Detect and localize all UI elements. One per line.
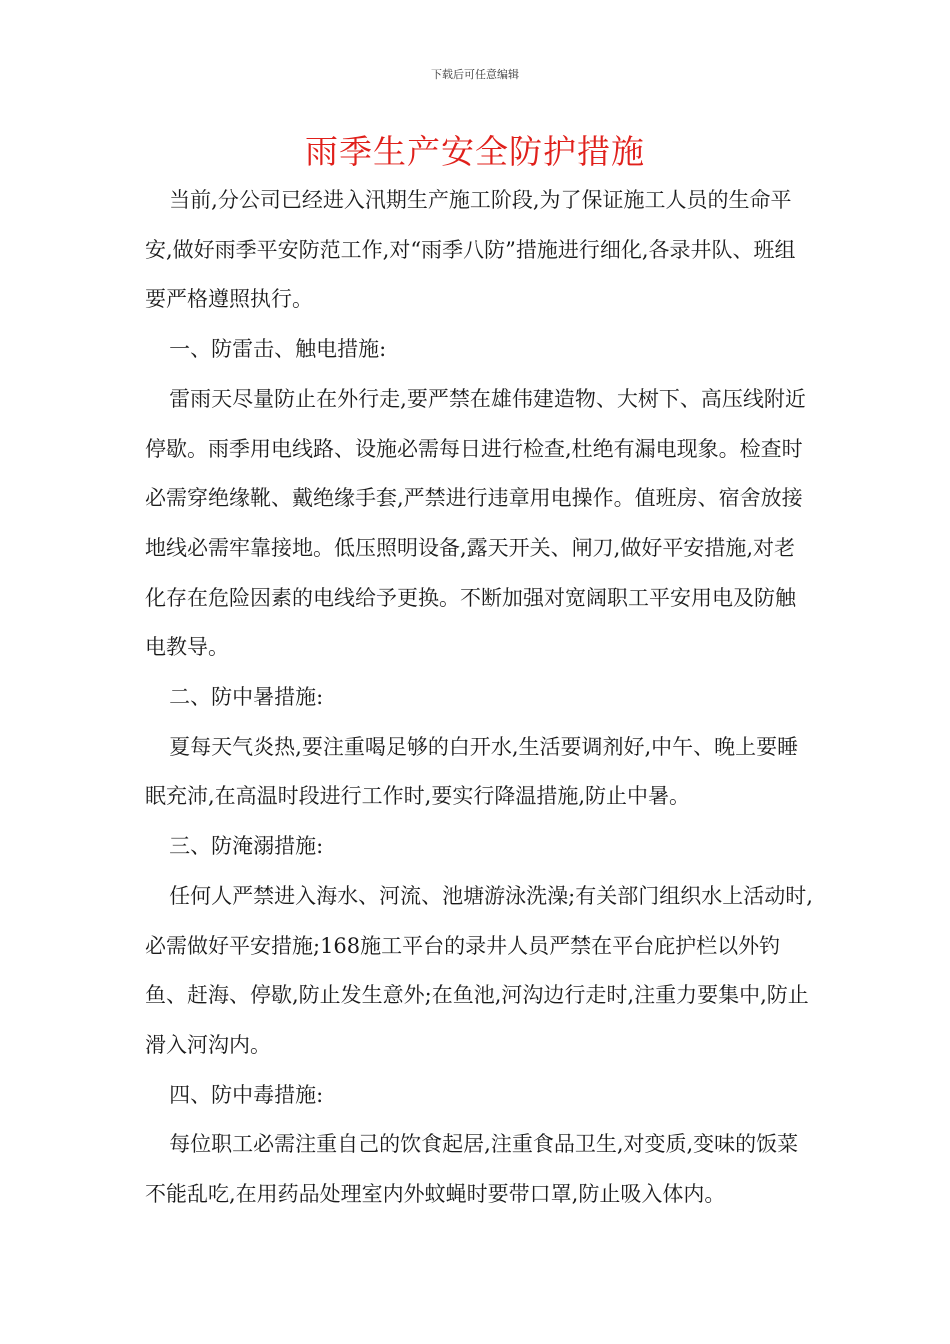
section-body-drowning: 任何人严禁进入海水、河流、池塘游泳洗澡;有关部门组织水上活动时,必需做好平安措施;168施工平台的录井人员严禁在平台庇护栏以外钓鱼、赶海、停歇,防止发生意外;在鱼池,河沟边行走时,注重力要集中,防止滑入河沟内。 bbox=[145, 883, 813, 1057]
section-heading-drowning: 三、防淹溺措施: bbox=[169, 834, 324, 859]
document-body bbox=[145, 176, 813, 1220]
header-note: 下载后可任意编辑 bbox=[431, 68, 519, 81]
section-heading-lightning: 一、防雷击、触电措施: bbox=[169, 337, 387, 362]
section-body-lightning: 雷雨天尽量防止在外行走,要严禁在雄伟建造物、大树下、高压线附近停歇。雨季用电线路、设施必需每日进行检查,杜绝有漏电现象。检查时必需穿绝缘靴、戴绝缘手套,严禁进行违章用电操作。值班房、宿舍放接地线必需牢靠接地。低压照明设备,露天开关、闸刀,做好平安措施,对老化存在危险因素的电线给予更换。不断加强对宽阔职工平安用电及防触电教导。 bbox=[145, 386, 806, 660]
section-heading-heatstroke: 二、防中暑措施: bbox=[169, 685, 324, 710]
section-heading-poisoning: 四、防中毒措施: bbox=[169, 1082, 324, 1107]
section-body-poisoning: 每位职工必需注重自己的饮食起居,注重食品卫生,对变质,变味的饭菜不能乱吃,在用药品处理室内外蚊蝇时要带口罩,防止吸入体内。 bbox=[145, 1132, 799, 1207]
document-title: 雨季生产安全防护措施 bbox=[305, 132, 645, 171]
intro-paragraph: 当前,分公司已经进入汛期生产施工阶段,为了保证施工人员的生命平安,做好雨季平安防范工作,对“雨季八防”措施进行细化,各录井队、班组要严格遵照执行。 bbox=[145, 188, 796, 312]
section-body-heatstroke: 夏每天气炎热,要注重喝足够的白开水,生活要调剂好,中午、晚上要睡眠充沛,在高温时段进行工作时,要实行降温措施,防止中暑。 bbox=[145, 734, 799, 809]
